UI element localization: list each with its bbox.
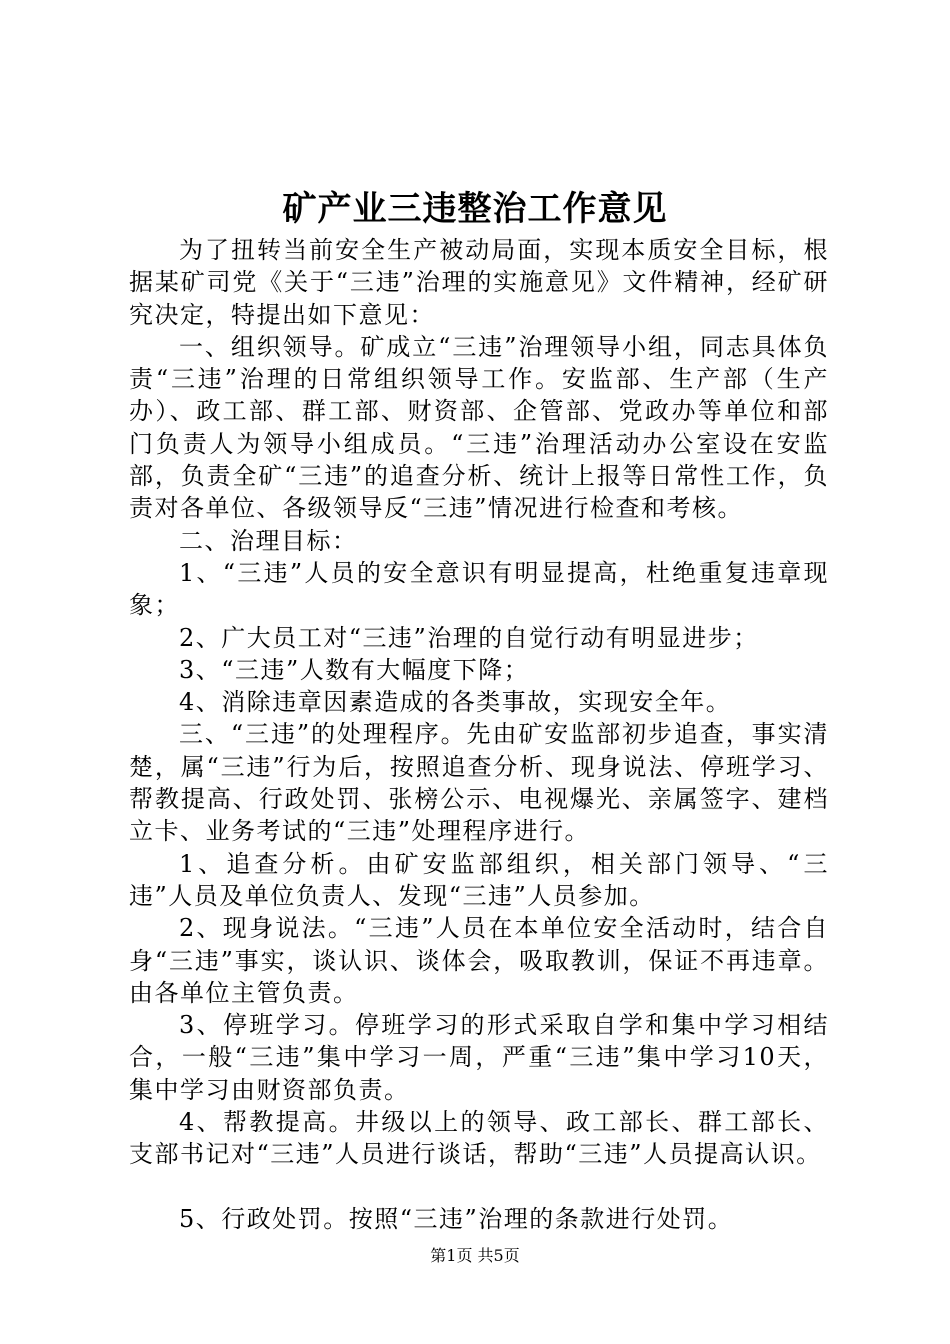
paragraph-step-2: 2、现身说法。“三违”人员在本单位安全活动时，结合自身“三违”事实，谈认识、谈体会，吸取教训，保证不再违章。由各单位主管负责。 <box>129 914 829 1007</box>
paragraph-organization: 一、组织领导。矿成立“三违”治理领导小组，同志具体负责“三违”治理的日常组织领导工作。安监部、生产部（生产办）、政工部、群工部、财资部、企管部、党政办等单位和部门负责人为领导小组成员。“三违”治理活动办公室设在安监部，负责全矿“三违”的追查分析、统计上报等日常性工作，负责对各单位、各级领导反“三违”情况进行检查和考核。 <box>129 332 829 523</box>
paragraph-step-1: 1、追查分析。由矿安监部组织，相关部门领导、“三违”人员及单位负责人、发现“三违”人员参加。 <box>129 849 829 910</box>
document-title: 矿产业三违整治工作意见 <box>282 189 668 229</box>
paragraph-goal-4: 4、消除违章因素造成的各类事故，实现安全年。 <box>179 688 732 717</box>
document-body <box>129 234 829 1235</box>
paragraph-goal-1: 1、“三违”人员的安全意识有明显提高，杜绝重复违章现象； <box>129 558 829 620</box>
paragraph-step-5: 5、行政处罚。按照“三违”治理的条款进行处罚。 <box>179 1204 734 1233</box>
paragraph-procedure: 三、“三违”的处理程序。先由矿安监部初步追查，事实清楚，属“三违”行为后，按照追查分析、现身说法、停班学习、帮教提高、行政处罚、张榜公示、电视爆光、亲属签字、建档立卡、业务考试的“三违”处理程序进行。 <box>129 720 829 846</box>
page-footer: 第1页 共5页 <box>430 1246 520 1265</box>
paragraph-goal-3: 3、“三违”人数有大幅度下降； <box>179 655 530 684</box>
paragraph-goals-heading: 二、治理目标： <box>179 526 358 555</box>
paragraph-step-3: 3、停班学习。停班学习的形式采取自学和集中学习相结合，一般“三违”集中学习一周，严重“三违”集中学习10天，集中学习由财资部负责。 <box>129 1011 829 1104</box>
paragraph-step-4: 4、帮教提高。井级以上的领导、政工部长、群工部长、支部书记对“三违”人员进行谈话，帮助“三违”人员提高认识。 <box>129 1108 829 1169</box>
paragraph-goal-2: 2、广大员工对“三违”治理的自觉行动有明显进步； <box>179 623 759 652</box>
paragraph-intro: 为了扭转当前安全生产被动局面，实现本质安全目标，根据某矿司党《关于“三违”治理的实施意见》文件精神，经矿研究决定，特提出如下意见： <box>129 236 829 329</box>
